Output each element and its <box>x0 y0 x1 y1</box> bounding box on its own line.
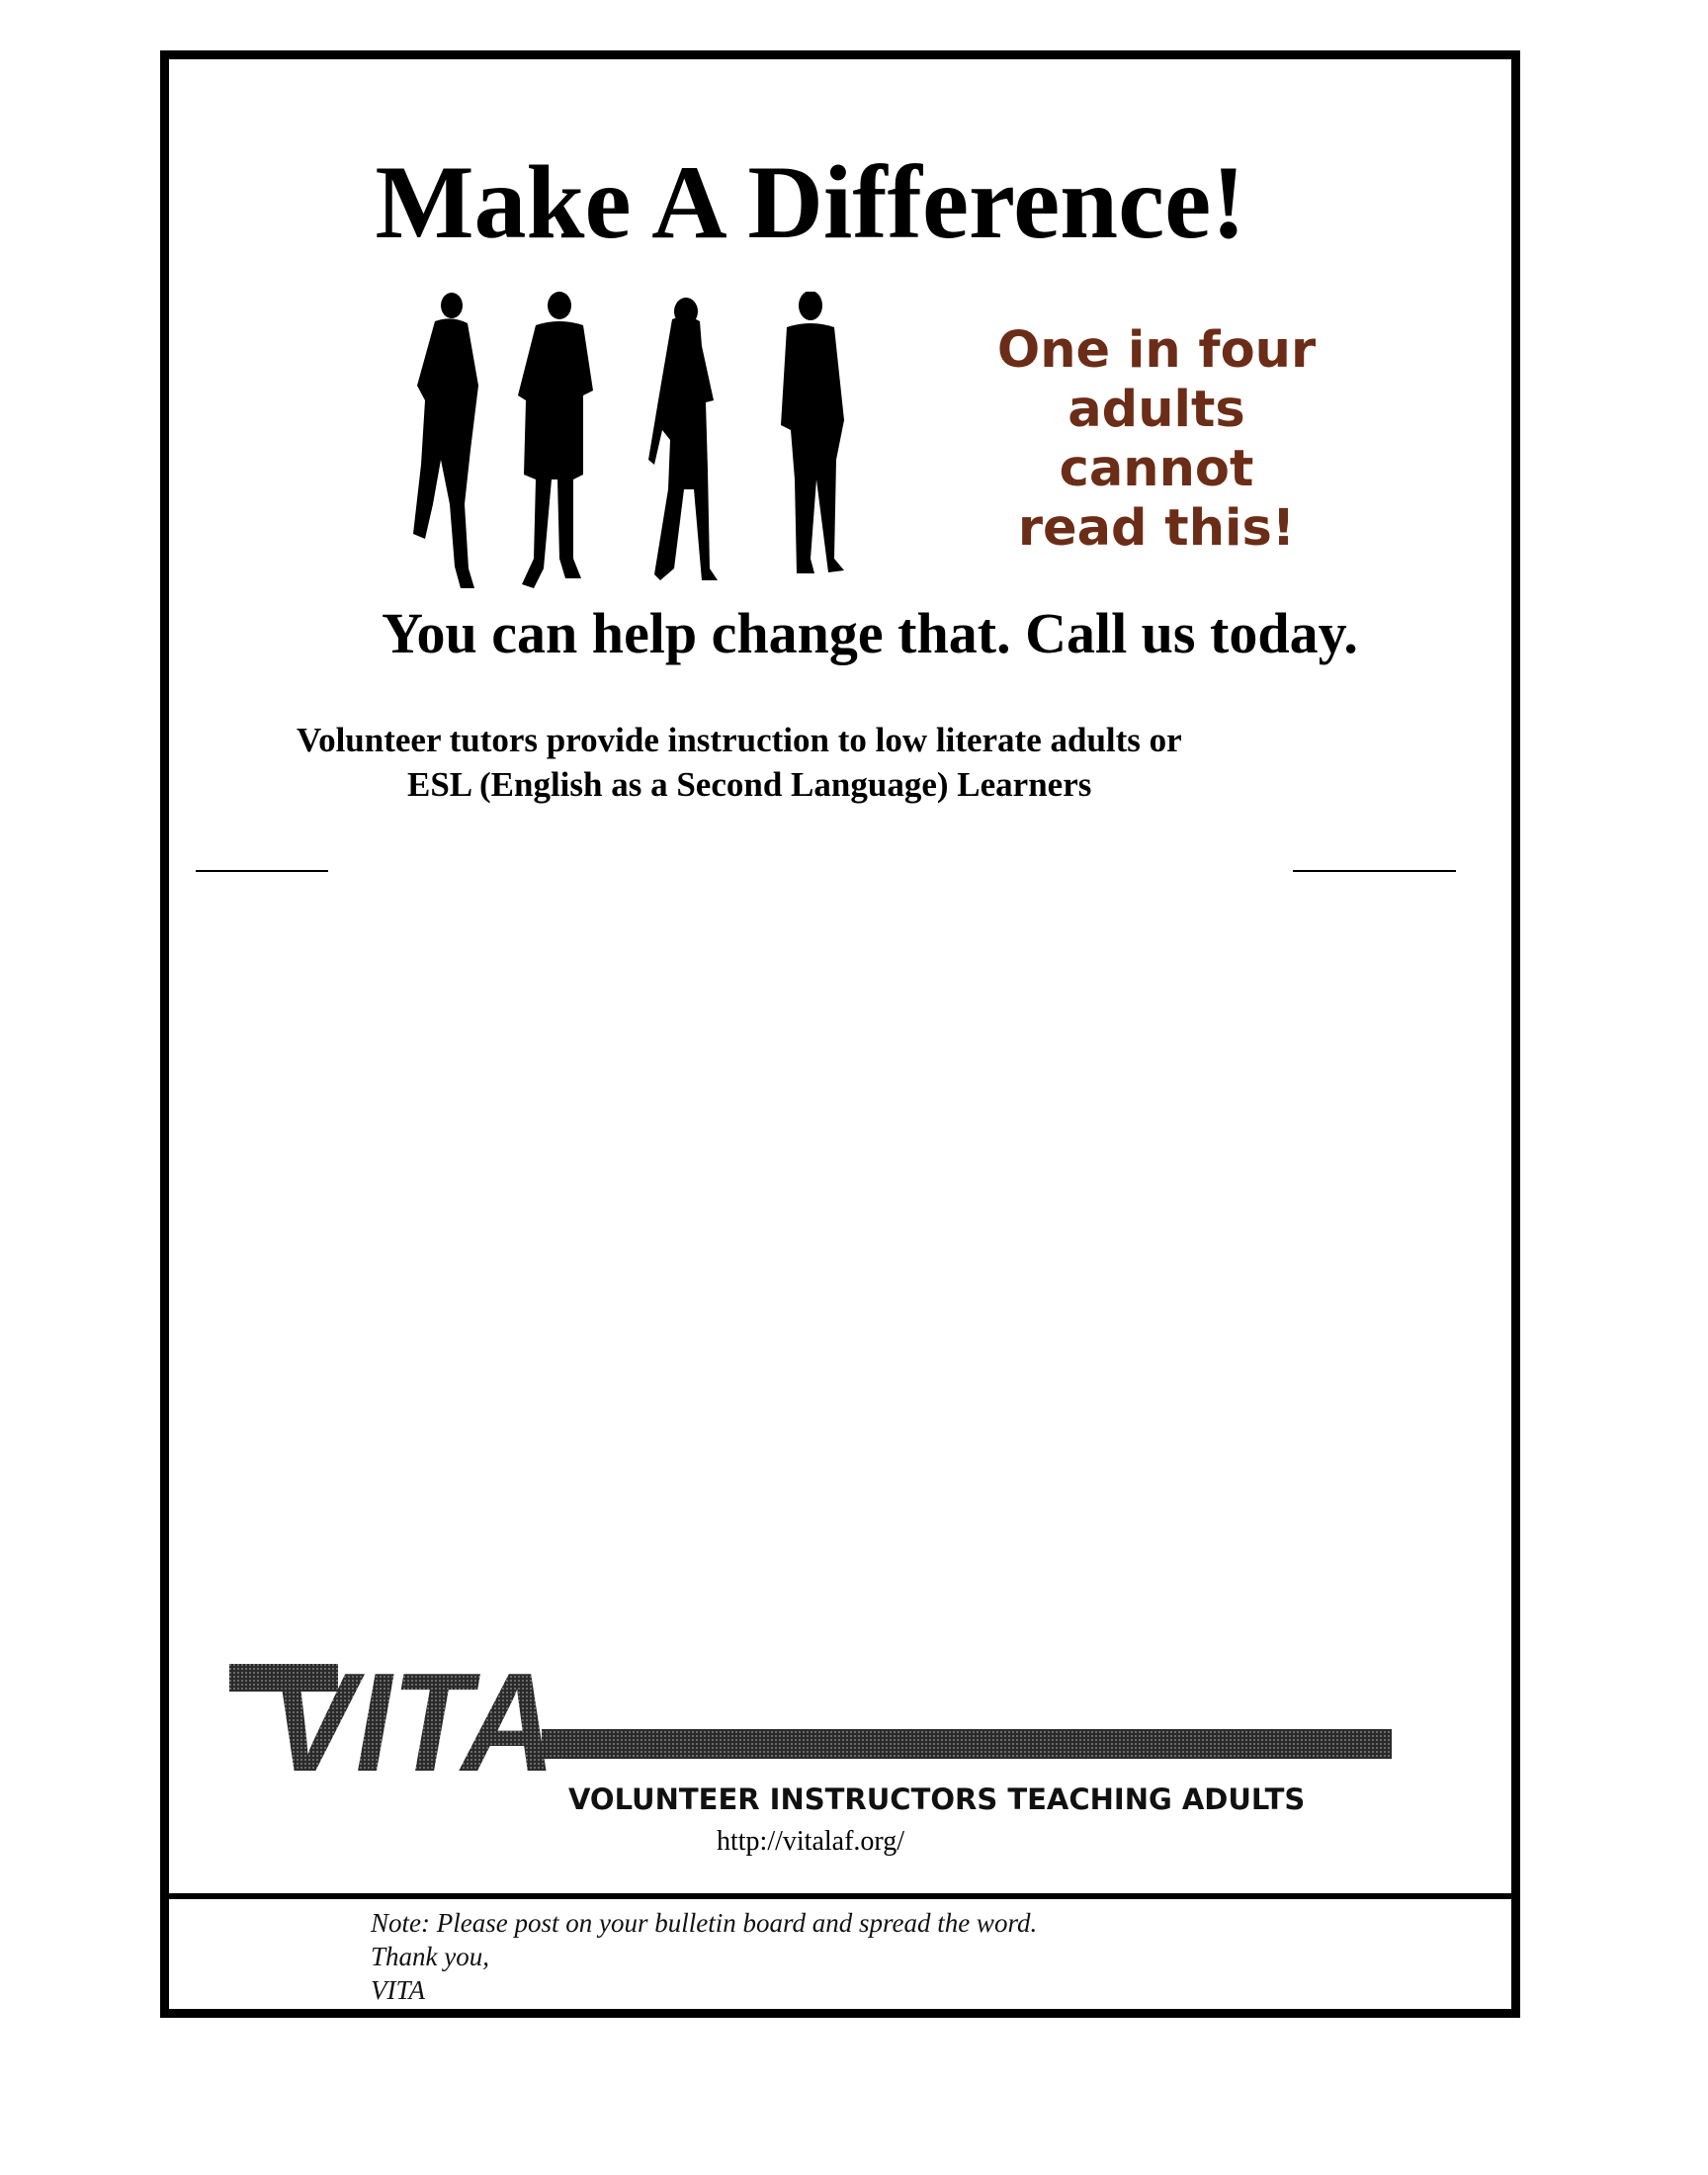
footer-note <box>371 1906 1037 2007</box>
vita-wordmark: VITA <box>269 1664 555 1783</box>
description <box>297 718 1384 807</box>
divider-rule-right <box>1293 870 1456 872</box>
headline: Make A Difference! <box>375 144 1246 260</box>
call-to-action: You can help change that. Call us today. <box>382 601 1358 665</box>
stat-line: cannot <box>1059 440 1254 498</box>
divider-rule-left <box>196 870 328 872</box>
note-line: Thank you, <box>371 1942 489 1971</box>
people-silhouettes-icon <box>395 292 890 603</box>
vita-full-name: VOLUNTEER INSTRUCTORS TEACHING ADULTS <box>568 1783 1306 1816</box>
silhouette-person-3 <box>648 298 718 580</box>
note-line: VITA <box>371 1975 425 2005</box>
description-line: Volunteer tutors provide instruction to low literate adults or <box>297 721 1182 759</box>
literacy-stat <box>949 321 1364 559</box>
footer-divider <box>169 1893 1511 1899</box>
stat-line: adults <box>1068 381 1245 439</box>
website-url: http://vitalaf.org/ <box>716 1826 904 1857</box>
silhouette-person-2 <box>518 292 593 588</box>
silhouette-person-4 <box>781 292 844 573</box>
description-line: ESL (English as a Second Language) Learners <box>407 765 1092 804</box>
stat-line: One in four <box>996 321 1317 380</box>
note-line: Note: Please post on your bulletin board and spread the word. <box>371 1908 1038 1938</box>
stat-line: read this! <box>1017 499 1296 558</box>
vita-logo <box>229 1664 1396 1783</box>
silhouette-person-1 <box>413 293 478 588</box>
